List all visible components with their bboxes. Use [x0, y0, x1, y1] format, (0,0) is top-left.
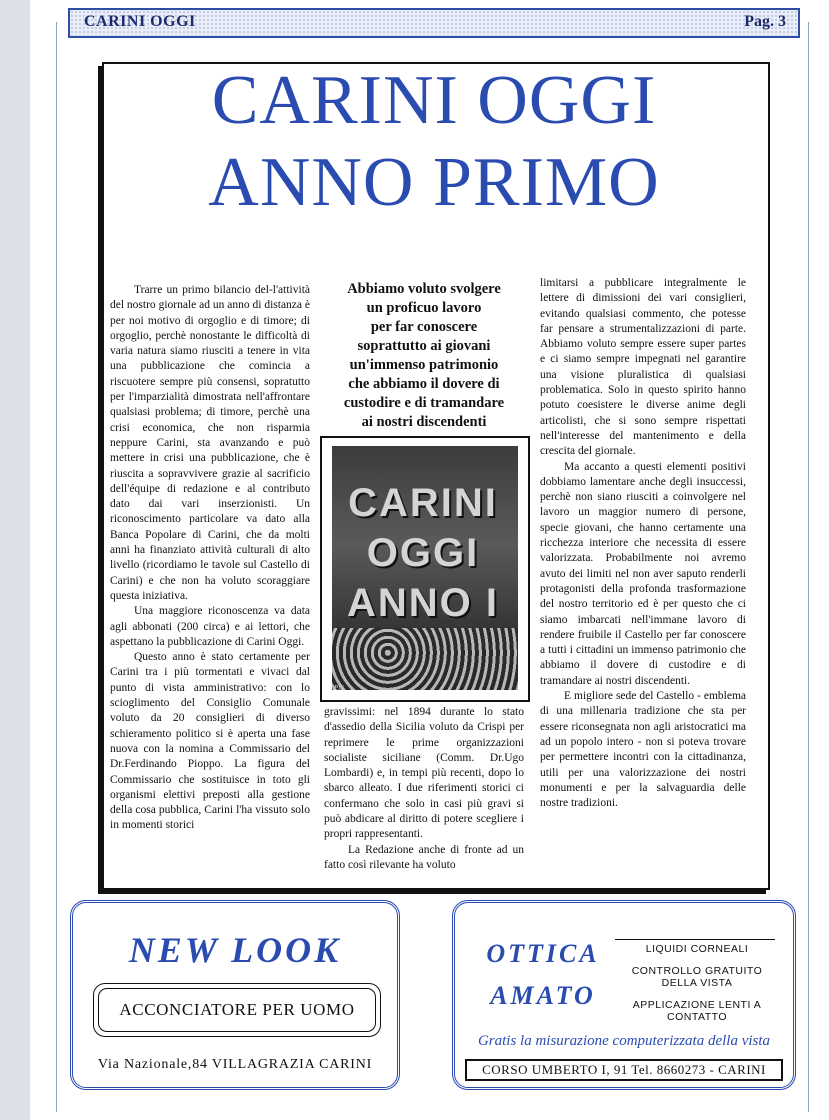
pull-quote-line: un proficuo lavoro: [366, 300, 482, 316]
ad-services: [615, 943, 779, 1033]
article-column-middle: [324, 705, 524, 873]
pull-quote-line: un'immenso patrimonio: [349, 357, 499, 373]
headline-line-1: CARINI OGGI: [211, 62, 657, 139]
paragraph: La Redazione anche di fronte ad un fatto così rilevante ha voluto: [324, 843, 524, 871]
ad-service-item: LIQUIDI CORNEALI: [645, 943, 749, 955]
ad-brand: NEW LOOK: [128, 930, 342, 970]
pull-quote-line: per far conoscere: [370, 319, 478, 335]
paragraph: Una maggiore riconoscenza va data agli abbonati (200 circa) e ai lettori, che aspettano la pubblicazione di Carini Oggi.: [110, 605, 310, 648]
pull-quote: [324, 280, 524, 432]
pull-quote-line: Abbiamo voluto svolgere: [347, 281, 501, 297]
ad-service-box: [93, 983, 381, 1037]
ad-brand-line: AMATO: [490, 981, 596, 1010]
pull-quote-line: che abbiamo il dovere di: [348, 376, 500, 392]
paragraph: Questo anno è stato certamente per Carini tra i più tormentati e vivaci dal punto di vista amministrativo: con lo scioglimento del Consiglio Comunale voluto da 20 consiglieri di diverso schieramento politico si è aperta una fase nuova con la nomina a Commissario del Dr.Ferdinando Pioppo. La figura del Commissario che sostituisce in toto gli organismi elettivi preposti alla gestione della cosa pubblica, Carini l'ha vissuto solo in momenti storici: [110, 651, 310, 832]
illustration-lettering: CARINI OGGI ANNO I: [347, 481, 499, 625]
headline-line-2: ANNO PRIMO: [208, 144, 660, 221]
pull-quote-line: ai nostri discendenti: [361, 414, 487, 430]
ad-ottica-amato: [452, 900, 796, 1090]
headline: [102, 60, 766, 224]
ad-service: ACCONCIATORE PER UOMO: [119, 1000, 355, 1019]
paragraph: limitarsi a pubblicare integralmente le lettere di dimissioni dei vari consiglieri, evitando qualsiasi commento, che potesse far pensare a strumentalizzazioni di parte. Abbiamo voluto sempre essere super partes e ci siamo sempre impegnati nel garantire una visione pluralistica di qualsiasi problematica. Solo in questo spirito hanno potuto coesistere le diverse anime degli articolisti, che si sono sempre rispettati nell'interesse del mantenimento e della crescita del giornale.: [540, 277, 746, 458]
ad-service-item: CONTROLLO GRATUITO DELLA VISTA: [631, 965, 763, 989]
divider: [615, 939, 775, 940]
ad-brand: [473, 933, 613, 1017]
paragraph: E migliore sede del Castello - emblema di una millenaria tradizione che sta per essere riconsegnata non agli aristocratici ma ad un popolo intero - non si poteva trovare per permettere incontri con la cittadinanza, utili per una valorizzazione dei nostri monumenti e per la salvaguardia delle nostre tradizioni.: [540, 690, 746, 810]
ad-tagline: Gratis la misurazione computerizzata della vista: [477, 1033, 771, 1049]
margin-rule-right: [808, 22, 809, 1112]
pull-quote-line: custodire e di tramandare: [343, 395, 505, 411]
header-title: CARINI OGGI: [84, 13, 196, 30]
article-column-left: [110, 283, 310, 834]
ad-new-look: [70, 900, 400, 1090]
page-header: [68, 8, 800, 38]
pull-quote-line: soprattutto ai giovani: [357, 338, 491, 354]
ad-service-item: APPLICAZIONE LENTI A CONTATTO: [632, 999, 762, 1023]
illustration-crowd: [332, 628, 518, 690]
ad-address: CORSO UMBERTO I, 91 Tel. 8660273 - CARINI: [465, 1059, 783, 1081]
paragraph: Trarre un primo bilancio del-l'attività del nostro giornale ad un anno di distanza è per noi motivo di orgoglio e di timore; di orgoglio, perchè nonostante le difficoltà di varia natura siamo riusciti a tenere in vita una pubblicazione che comincia a riscuotere sempre più consensi, sopratutto per l'imparzialità dimostrata nell'affrontare qualsiasi problema; di timore, perchè una crisi economica, che non risparmia neppure Carini, sta avanzando e può mettere in crisi una pubblicazione, che è riuscita a sopravvivere grazie al sacrificio dell'équipe di redazione e al contributo dato dai vari inserzionisti. Un riconoscimento particolare va dato alla Banca Popolare di Carini, che da molti anni ha finanziato attività culturali di alto livello (ricordiamo le tavole sul Castello di Carini) e che non ha voluto scoraggiare questa iniziativa.: [110, 284, 310, 602]
paragraph: gravissimi: nel 1894 durante lo stato d'assedio della Sicilia voluto da Crispi per reprimere le prime organizzazioni socialiste siciliane (Comm. Dr.Ugo Lombardi) e, in tempi più recenti, dopo lo sbarco alleato. I due riferimenti storici ci confermano che solo in casi più gravi si può abdicare al diritto di potere scegliere i propri rappresentanti.: [324, 706, 524, 841]
page-edge: [0, 0, 30, 1120]
page-number: Pag. 3: [744, 13, 786, 30]
ad-address: Via Nazionale,84 VILLAGRAZIA CARINI: [97, 1057, 373, 1072]
ad-brand-line: OTTICA: [486, 939, 600, 968]
illustration: [320, 436, 530, 702]
article-column-right: [540, 276, 746, 811]
margin-rule-left: [56, 22, 57, 1112]
paragraph: Ma accanto a questi elementi positivi dobbiamo lamentare anche degli insuccessi, perchè non siano riusciti a coinvolgere nel lavoro un maggior numero di persone, specie giovani, che hanno certamente una ricchezza interiore che necessita di essere valorizzata. Probabilmente noi avremo avuto dei limiti nel non aver saputo renderli protagonisti della profonda trasformazione del nostro territorio ed è per questo che ci siamo imbarcati nell'immane lavoro di rendere fruibile il Castello per far conoscere a tutti i cittadini un immenso patrimonio che abbiamo il dovere di custodire e di tramandare ai nostri discendenti.: [540, 460, 746, 687]
illustration-signature: Pili: [334, 684, 345, 692]
